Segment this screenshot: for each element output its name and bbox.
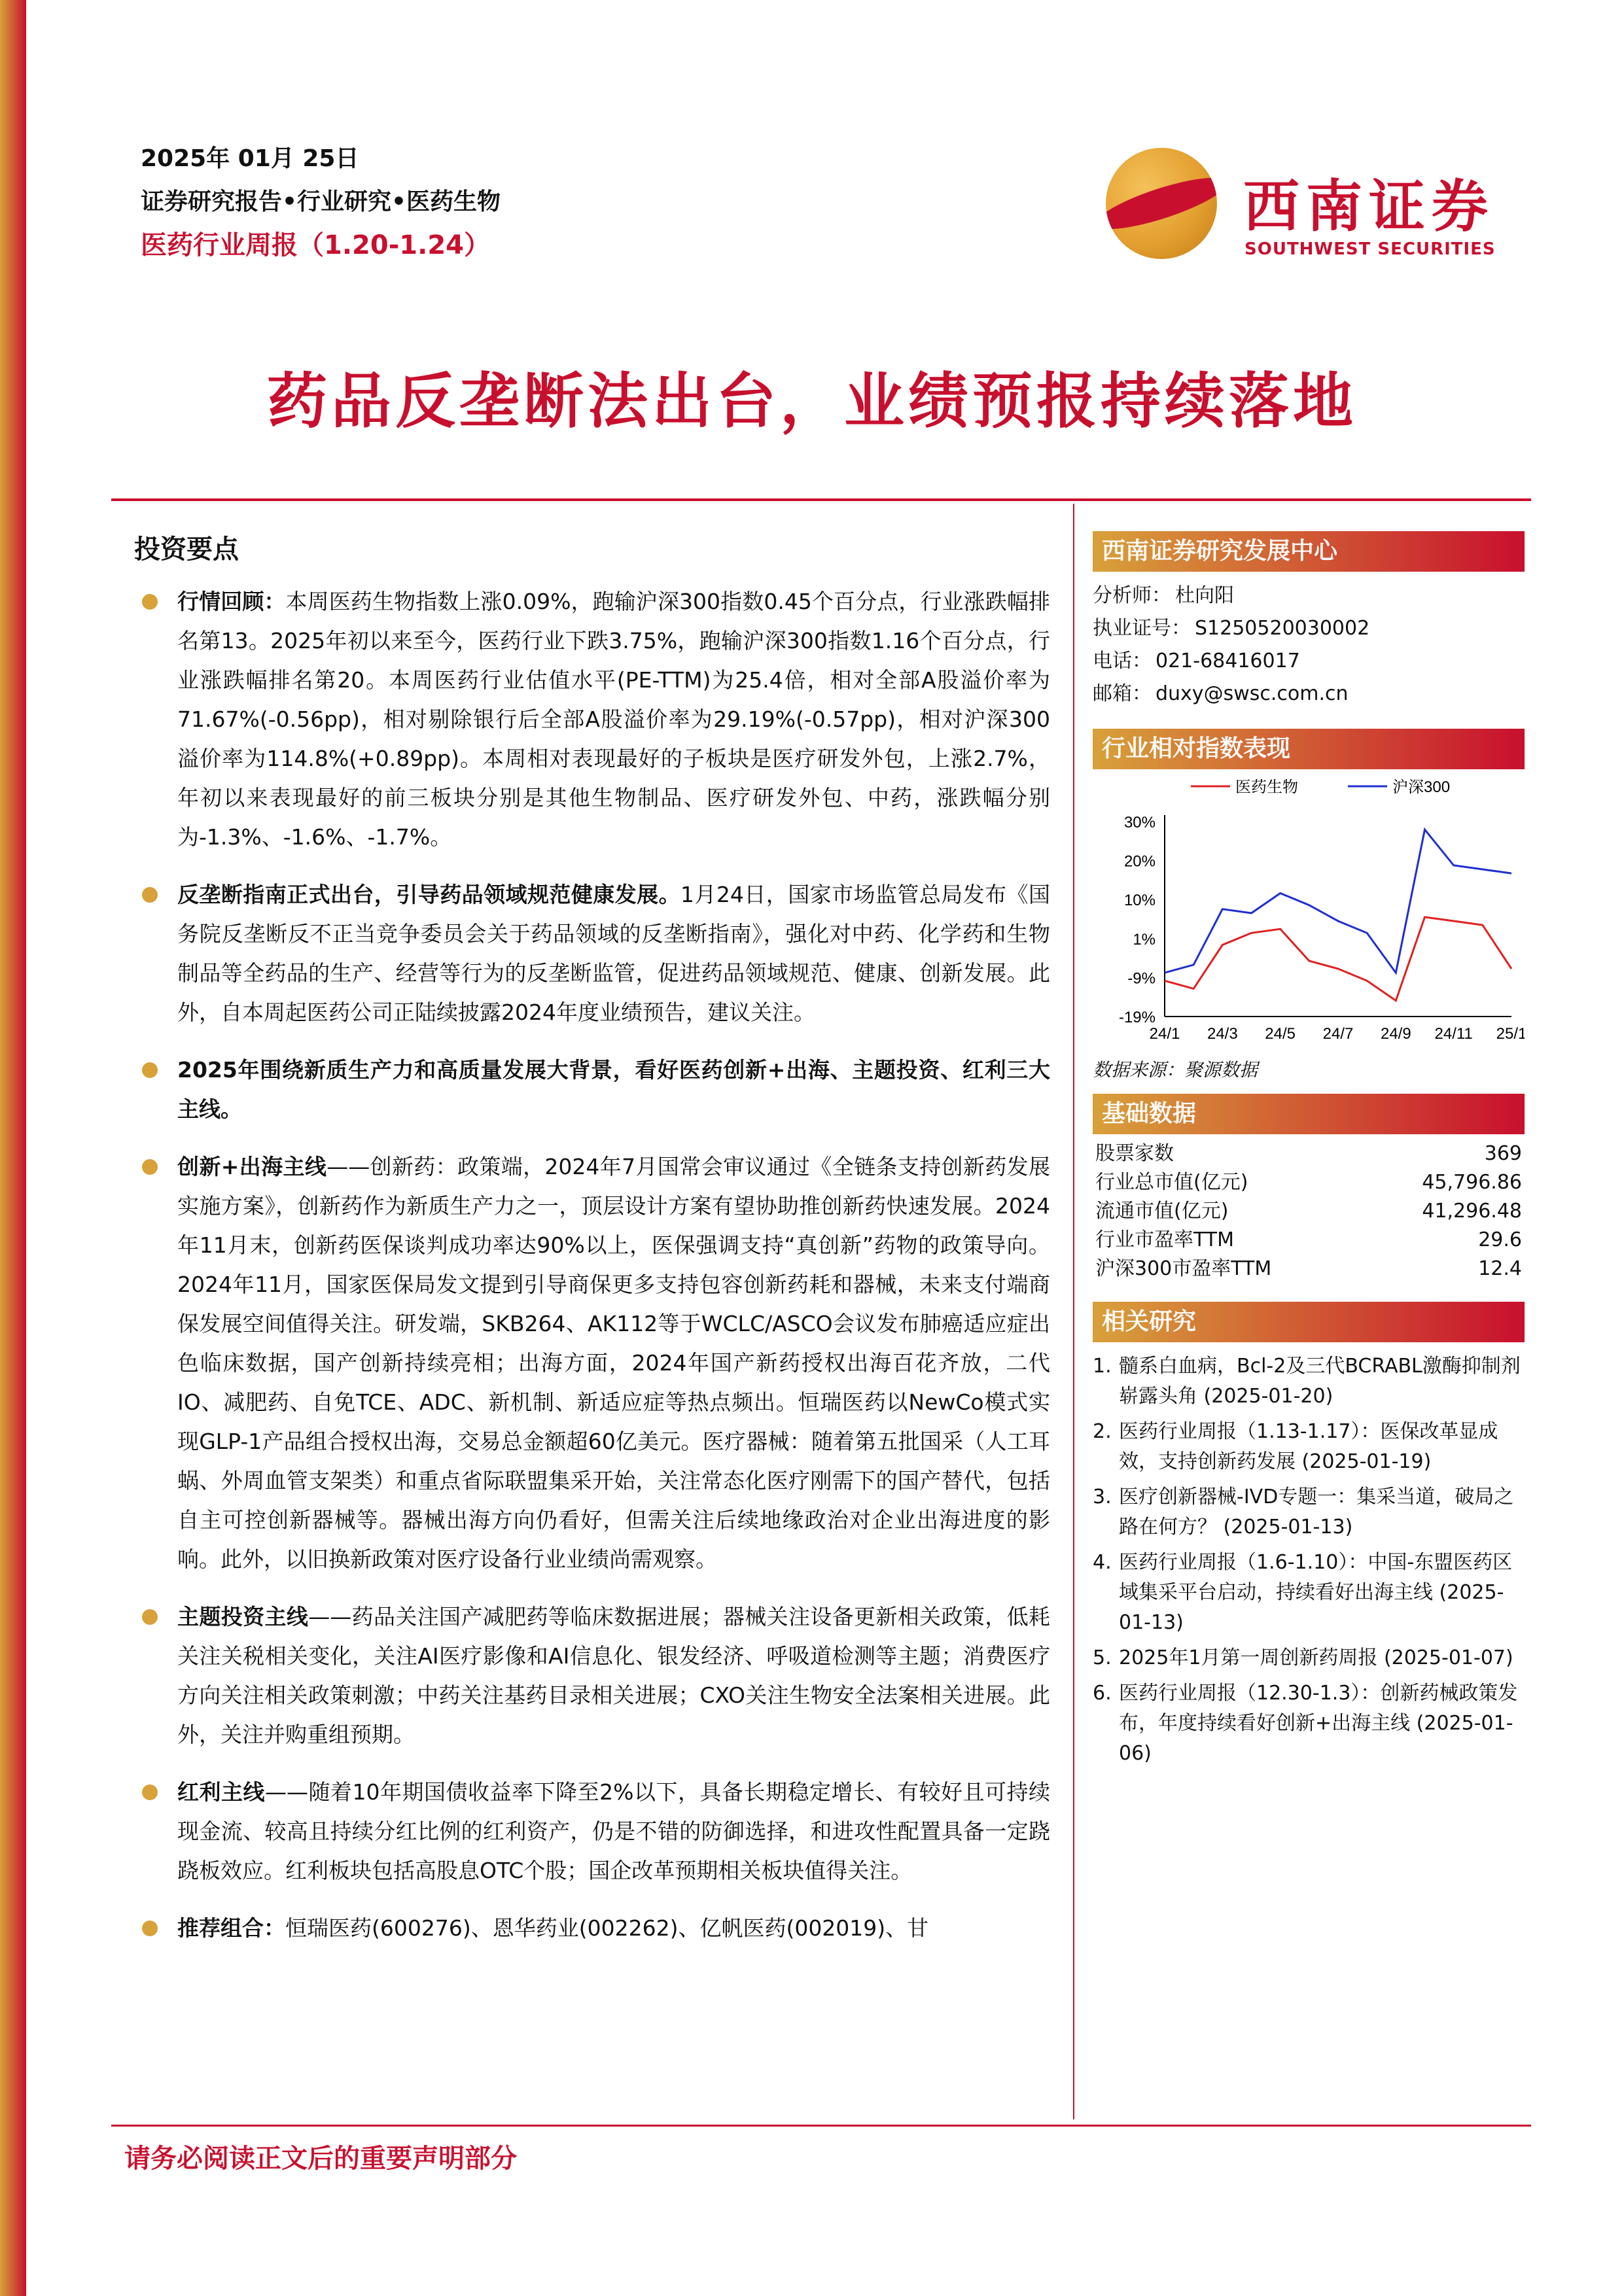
basic-data-header: 基础数据 — [1093, 1094, 1525, 1134]
related-research-item[interactable]: 6. 医药行业周报（12.30-1.3）：创新药械政策发布，年度持续看好创新+出海主线 (2025-01-06) — [1093, 1682, 1518, 1765]
report-category: 证券研究报告•行业研究•医药生物 — [141, 188, 501, 215]
bullet-item: 2025年围绕新质生产力和高质量发展大背景，看好医药创新+出海、主题投资、红利三大主线。 — [134, 1051, 1050, 1129]
x-tick-label: 24/3 — [1207, 1025, 1238, 1043]
related-research-item[interactable]: 1. 髓系白血病，Bcl-2及三代BCRABL激酶抑制剂崭露头角 (2025-01-20) — [1093, 1355, 1521, 1408]
series-line-pharma — [1165, 917, 1511, 1001]
series-line-csi300 — [1165, 829, 1511, 973]
y-tick-label: 10% — [1123, 892, 1156, 910]
bullet-item: 反垄断指南正式出台，引导药品领域规范健康发展。1月24日，国家市场监管总局发布《国务院反垄断反不正当竞争委员会关于药品领域的反垄断指南》，强化对中药、化学药和生物制品等全药品的生产、经营等行为的反垄断监管，促进药品领域规范、健康、创新发展。此外，自本周起医药公司正陆续披露2024年度业绩预告，建议关注。 — [134, 875, 1050, 1032]
chart-svg — [1093, 769, 1525, 1051]
bullet-list — [134, 582, 1050, 1948]
company-logo — [1106, 148, 1511, 272]
license-number: S1250520030002 — [1195, 617, 1370, 640]
section-title: 投资要点 — [134, 534, 239, 565]
legend-label: 沪深300 — [1392, 778, 1451, 796]
page-title: 药品反垄断法出台，业绩预报持续落地 — [266, 366, 1357, 436]
divider-bottom — [111, 2125, 1531, 2127]
footer-disclaimer: 请务必阅读正文后的重要声明部分 — [124, 2144, 517, 2174]
email-link[interactable]: duxy@swsc.com.cn — [1156, 682, 1349, 705]
table-row: 行业市盈率TTM 29.6 — [1095, 1228, 1522, 1251]
table-row: 行业总市值(亿元) 45,796.86 — [1095, 1171, 1522, 1194]
y-tick-label: 20% — [1123, 852, 1156, 871]
relative-index-chart — [1093, 769, 1525, 1051]
analyst-info: 分析师： 杜向阳 执业证号： S1250520030002 电话： 021-68416017 邮箱： duxy@swsc.com.cn — [1093, 584, 1370, 705]
phone: 021-68416017 — [1156, 650, 1300, 672]
related-research-item[interactable]: 5. 2025年1月第一周创新药周报 (2025-01-07) — [1093, 1646, 1513, 1669]
related-research-item[interactable]: 4. 医药行业周报（1.6-1.10）：中国-东盟医药区域集采平台启动，持续看好出海主线 (2025-01-13) — [1093, 1551, 1513, 1634]
column-divider — [1073, 504, 1074, 2119]
y-tick-label: 30% — [1123, 814, 1156, 831]
x-tick-label: 24/11 — [1434, 1025, 1473, 1043]
x-tick-label: 24/5 — [1265, 1025, 1296, 1043]
bullet-item: 推荐组合：恒瑞医药(600276)、恩华药业(002262)、亿帆医药(002019)、甘 — [134, 1909, 1050, 1948]
investment-highlights — [134, 530, 1050, 1966]
bullet-item: 主题投资主线——药品关注国产减肥药等临床数据进展；器械关注设备更新相关政策，低耗关注关税相关变化，关注AI医疗影像和AI信息化、银发经济、呼吸道检测等主题；消费医疗方向关注相关政策刺激；中药关注基药目录相关进展；CXO关注生物安全法案相关进展。此外，关注并购重组预期。 — [134, 1597, 1050, 1754]
report-header — [141, 137, 501, 267]
chart-header: 行业相对指数表现 — [1093, 729, 1525, 769]
related-research-list — [1093, 1351, 1525, 1769]
y-tick-label: 1% — [1133, 930, 1156, 948]
data-source: 数据来源：聚源数据 — [1093, 1059, 1258, 1081]
x-tick-label: 25/1 — [1496, 1025, 1525, 1043]
bullet-item: 行情回顾：本周医药生物指数上涨0.09%，跑输沪深300指数0.45个百分点，行业涨跌幅排名第13。2025年初以来至今，医药行业下跌3.75%，跑输沪深300指数1.16个百分点，行业涨跌幅排名第20。本周医药行业估值水平(PE-TTM)为25.4倍，相对全部A股溢价率为71.67%(-0.56pp)，相对剔除银行后全部A股溢价率为29.19%(-0.57pp)，相对沪深300溢价率为114.8%(+0.89pp)。本周相对表现最好的子板块是医疗研发外包，上涨2.7%，年初以来表现最好的前三板块分别是其他生物制品、医疗研发外包、中药，涨跌幅分别为-1.3%、-1.6%、-1.7%。 — [134, 582, 1050, 857]
y-tick-label: -9% — [1127, 969, 1156, 988]
logo-en-text: SOUTHWEST SECURITIES — [1244, 239, 1496, 259]
analyst-name: 杜向阳 — [1175, 584, 1234, 607]
logo-emblem — [1106, 148, 1217, 259]
left-accent-bar — [0, 0, 26, 2296]
bullet-item: 创新+出海主线——创新药：政策端，2024年7月国常会审议通过《全链条支持创新药发展实施方案》，创新药作为新质生产力之一，顶层设计方案有望协助推创新药快速发展。2024年11月末，创新药医保谈判成功率达90%以上，医保强调支持“真创新”药物的政策导向。2024年11月，国家医保局发文提到引导商保更多支持包容创新药耗和器械，未来支付端商保发展空间值得关注。研发端，SKB264、AK112等于WCLC/ASCO会议发布肺癌适应症出色临床数据，国产创新持续亮相；出海方面，2024年国产新药授权出海百花齐放，二代IO、减肥药、自免TCE、ADC、新机制、新适应症等热点频出。恒瑞医药以NewCo模式实现GLP-1产品组合授权出海，交易总金额超60亿美元。医疗器械：随着第五批国采（人工耳蜗、外周血管支架类）和重点省际联盟集采开始，关注常态化医疗刚需下的国产替代，包括自主可控创新器械等。器械出海方向仍看好，但需关注后续地缘政治对企业出海进度的影响。此外，以旧换新政策对医疗设备行业业绩尚需观察。 — [134, 1147, 1050, 1579]
basic-data-table — [1093, 1139, 1525, 1283]
bullet-item: 红利主线——随着10年期国债收益率下降至2%以下，具备长期稳定增长、有较好且可持续现金流、较高且持续分红比例的红利资产，仍是不错的防御选择，和进攻性配置具备一定跷跷板效应。红利板块包括高股息OTC个股；国企改革预期相关板块值得关注。 — [134, 1773, 1050, 1890]
x-tick-label: 24/1 — [1149, 1025, 1180, 1043]
x-tick-label: 24/7 — [1322, 1025, 1354, 1043]
related-research-item[interactable]: 3. 医疗创新器械-IVD专题一：集采当道，破局之路在何方？ (2025-01-13) — [1093, 1486, 1514, 1539]
x-tick-label: 24/9 — [1380, 1025, 1411, 1043]
research-center-header: 西南证券研究发展中心 — [1093, 531, 1525, 572]
divider-top — [111, 498, 1531, 501]
y-tick-label: -19% — [1118, 1009, 1156, 1026]
report-series: 医药行业周报（1.20-1.24） — [141, 230, 490, 260]
table-row: 沪深300市盈率TTM 12.4 — [1095, 1257, 1522, 1280]
related-research-header: 相关研究 — [1093, 1302, 1525, 1342]
report-date: 2025年 01月 25日 — [141, 145, 359, 172]
logo-cn-text: 西南证券 — [1243, 173, 1494, 239]
related-research-item[interactable]: 2. 医药行业周报（1.13-1.17）：医保改革显成效，支持创新药发展 (2025-01-19) — [1093, 1420, 1498, 1473]
sidebar — [1093, 531, 1525, 1774]
table-row: 股票家数 369 — [1095, 1142, 1522, 1165]
legend-label: 医药生物 — [1235, 778, 1298, 796]
table-row: 流通市值(亿元) 41,296.48 — [1095, 1200, 1522, 1223]
